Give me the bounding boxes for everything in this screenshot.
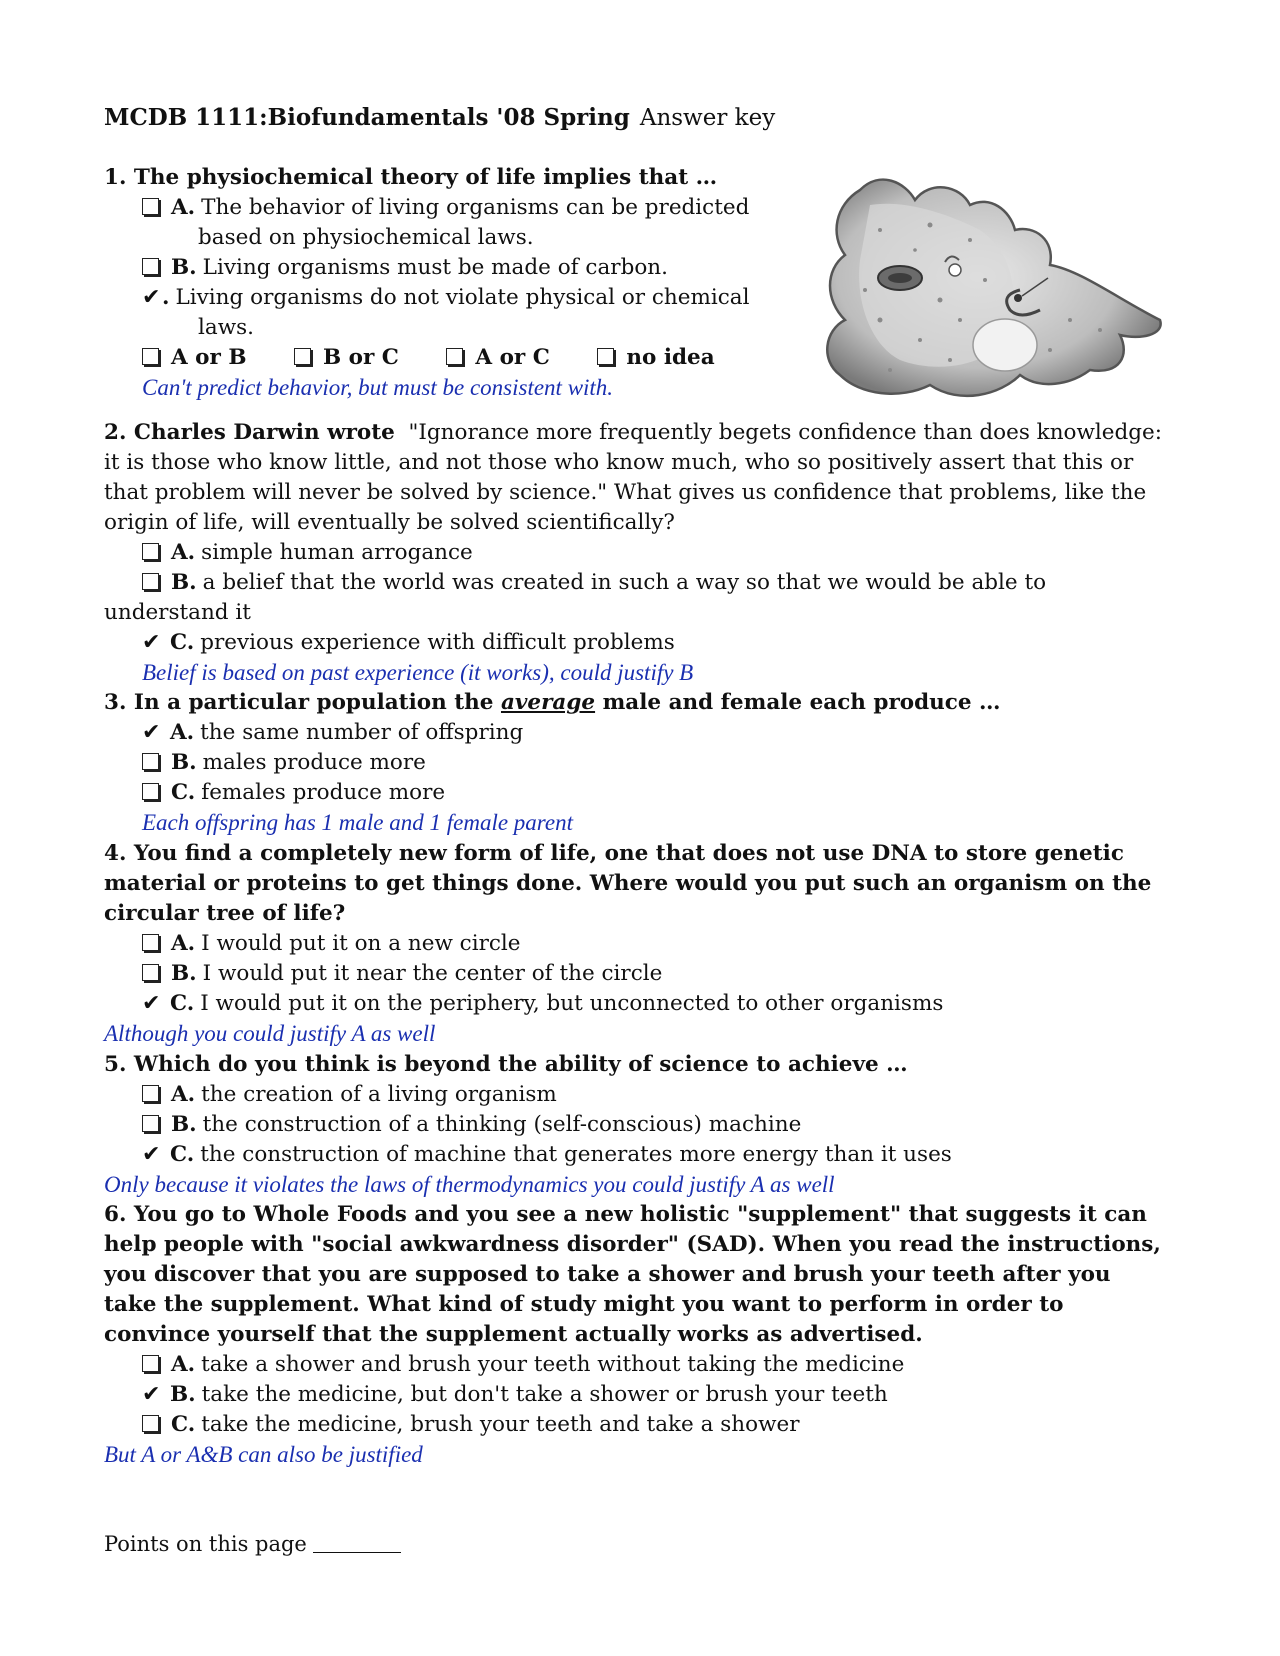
checkbox-icon — [142, 934, 159, 951]
question-5 — [104, 1050, 1168, 1200]
q1-combined-options: A or B B or C A or C no idea — [104, 343, 840, 373]
q6-option-a: A. take a shower and brush your teeth without taking the medicine — [104, 1350, 1168, 1380]
q2-option-b-continued: understand it — [104, 600, 251, 625]
checkmark-icon: ✔ — [142, 991, 161, 1016]
checkbox-icon — [142, 258, 159, 275]
checkmark-icon: ✔ — [142, 1382, 161, 1407]
checkbox-icon — [142, 964, 159, 981]
q5-option-a: A. the creation of a living organism — [104, 1080, 1168, 1110]
q1-option-b: B. Living organisms must be made of carbon. — [104, 253, 840, 283]
checkmark-icon: ✔ — [142, 720, 161, 745]
q3-option-c: C. females produce more — [104, 778, 1168, 808]
points-blank[interactable] — [313, 1532, 401, 1553]
q3-option-a: ✔ A. the same number of offspring — [104, 718, 1168, 748]
checkbox-icon — [294, 348, 311, 365]
q4-option-a: A. I would put it on a new circle — [104, 929, 1168, 959]
q1-option-c: ✔. Living organisms do not violate physical or chemical laws. — [142, 285, 750, 340]
checkbox-icon — [142, 783, 159, 800]
checkbox-icon — [142, 573, 159, 590]
q5-option-b: B. the construction of a thinking (self-conscious) machine — [104, 1110, 1168, 1140]
q4-option-b: B. I would put it near the center of the circle — [104, 959, 1168, 989]
q6-answer-note: But A or A&B can also be justified — [104, 1442, 423, 1467]
answer-key-label: Answer key — [639, 105, 776, 131]
question-2-stem: 2. Charles Darwin wrote "Ignorance more frequently begets confidence than does knowledge: it is those who know little, and not those who know much, who so positively assert that this or that problem will never be solved by science." What gives us confidence that problems, like the origin of life, will eventually be solved scientifically? — [104, 420, 1162, 535]
q5-option-c: ✔ C. the construction of machine that generates more energy than it uses — [104, 1140, 1168, 1170]
q2-option-c: ✔ C. previous experience with difficult problems — [104, 628, 1168, 658]
checkmark-icon: ✔ — [142, 630, 161, 655]
question-5-stem: 5. Which do you think is beyond the ability of science to achieve … — [104, 1052, 908, 1077]
checkmark-icon: ✔ — [142, 285, 161, 310]
points-line — [104, 1532, 401, 1556]
q2-option-a: A. simple human arrogance — [104, 538, 1168, 568]
checkbox-icon — [142, 1355, 159, 1372]
q2-answer-note: Belief is based on past experience (it works), could justify B — [142, 660, 694, 685]
checkbox-icon — [597, 348, 614, 365]
question-4 — [104, 839, 1168, 1049]
question-1 — [104, 163, 840, 403]
question-1-stem: 1. The physiochemical theory of life implies that … — [104, 165, 718, 190]
checkbox-icon — [142, 348, 159, 365]
checkbox-icon — [446, 348, 463, 365]
question-6 — [104, 1200, 1168, 1470]
question-3-stem: 3. In a particular population the average male and female each produce … — [104, 690, 1001, 715]
q5-answer-note: Only because it violates the laws of thermodynamics you could justify A as well — [104, 1172, 835, 1197]
question-4-stem: 4. You find a completely new form of life, one that does not use DNA to store genetic material or proteins to get things done. Where would you put such an organism on the circular tree of life? — [104, 841, 1152, 926]
checkbox-icon — [142, 1085, 159, 1102]
q2-option-b: B. a belief that the world was created in such a way so that we would be able to — [104, 568, 1168, 598]
q4-answer-note: Although you could justify A as well — [104, 1021, 436, 1046]
checkbox-icon — [142, 753, 159, 770]
checkbox-icon — [142, 1415, 159, 1432]
checkbox-icon — [142, 543, 159, 560]
checkmark-icon: ✔ — [142, 1142, 161, 1167]
q4-option-c: ✔ C. I would put it on the periphery, but unconnected to other organisms — [104, 989, 1168, 1019]
amoeba-illustration — [820, 170, 1170, 410]
question-3 — [104, 688, 1168, 838]
q3-option-b: B. males produce more — [104, 748, 1168, 778]
question-6-stem: 6. You go to Whole Foods and you see a new holistic "supplement" that suggests it can help people with "social awkwardness disorder" (SAD). When you read the instructions, you discover that you are supposed to take a shower and brush your teeth after you take the supplement. What kind of study might you want to perform in order to convince yourself that the supplement actually works as advertised. — [104, 1202, 1161, 1347]
q1-answer-note: Can't predict behavior, but must be consistent with. — [142, 375, 614, 400]
page-title — [104, 104, 775, 131]
checkbox-icon — [142, 198, 159, 215]
course-title: MCDB 1111:Biofundamentals '08 Spring — [104, 104, 630, 131]
q3-answer-note: Each offspring has 1 male and 1 female parent — [142, 810, 573, 835]
checkbox-icon — [142, 1115, 159, 1132]
q1-option-a: A. The behavior of living organisms can be predicted based on physiochemical laws. — [104, 193, 840, 253]
question-2 — [104, 418, 1168, 688]
points-label: Points on this page — [104, 1532, 307, 1556]
q6-option-c: C. take the medicine, brush your teeth and take a shower — [104, 1410, 1168, 1440]
q6-option-b: ✔ B. take the medicine, but don't take a shower or brush your teeth — [104, 1380, 1168, 1410]
